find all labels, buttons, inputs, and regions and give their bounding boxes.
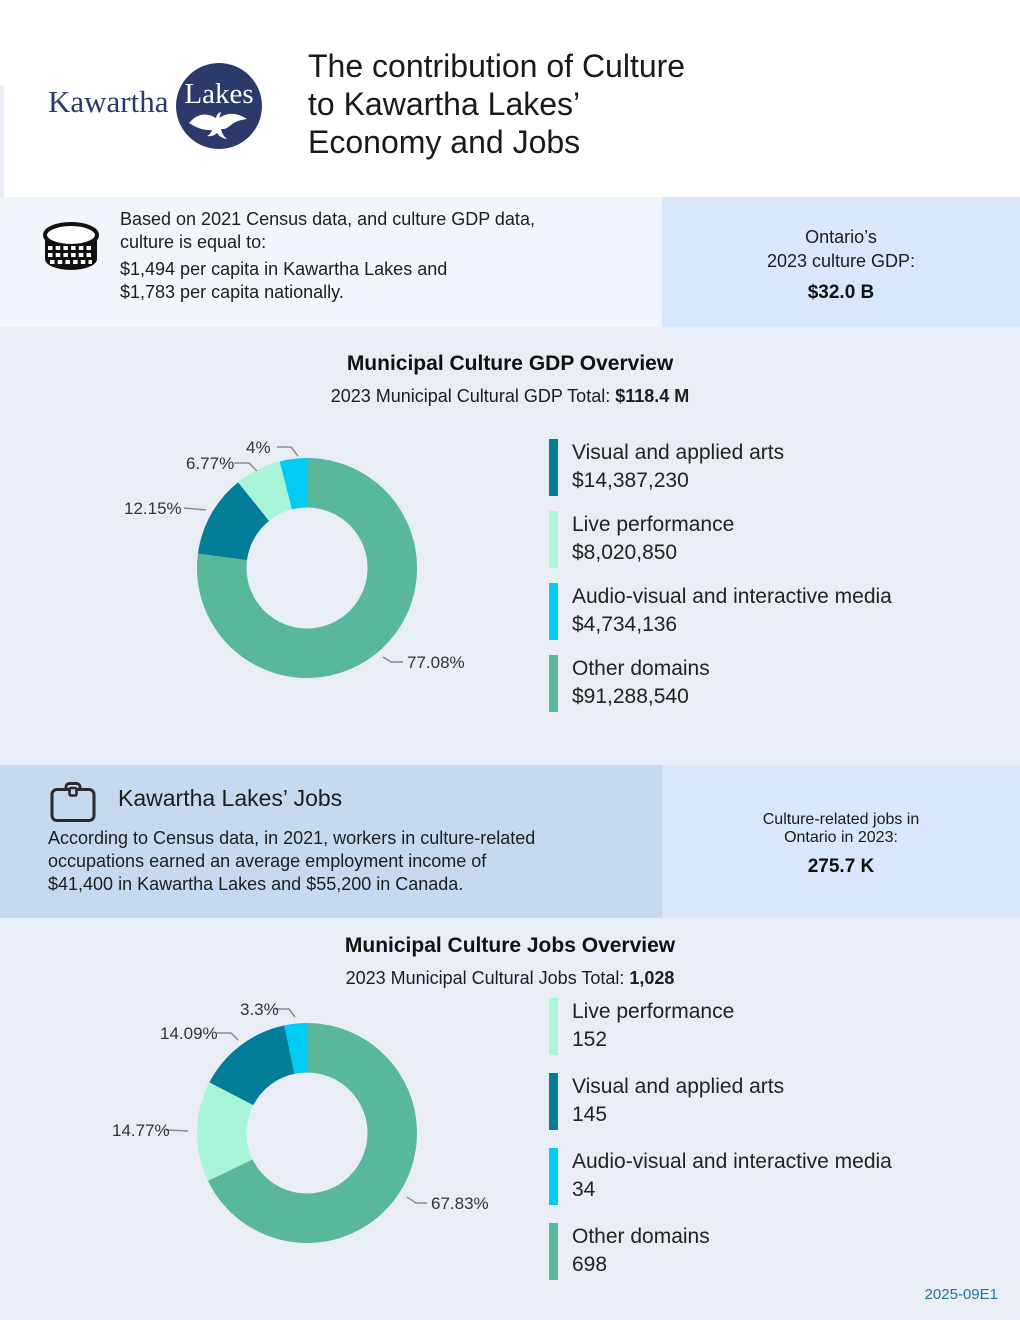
legend-item-audio-visual (549, 583, 1014, 640)
gdp-pct-live-performance: 6.77% (186, 454, 235, 473)
logo-wordmark: Kawartha (48, 84, 169, 119)
legend-swatch (549, 655, 558, 712)
legend-swatch (549, 1148, 558, 1205)
legend-swatch (549, 511, 558, 568)
coins-icon (42, 221, 100, 279)
gdp-intro-line-1: Based on 2021 Census data, and culture GDP data, (120, 209, 535, 229)
jobs-paragraph (48, 827, 535, 896)
legend-label: Other domains (572, 657, 710, 680)
jobs-subtitle-prefix: 2023 Municipal Cultural Jobs Total: (345, 968, 630, 988)
kawartha-lakes-logo (176, 63, 262, 149)
jobs-pct-other-domains: 67.83% (431, 1194, 489, 1213)
gdp-legend (549, 439, 1014, 712)
legend-item-visual-arts (549, 1073, 1014, 1130)
legend-item-audio-visual (549, 1148, 1014, 1205)
jobs-paragraph-line-1: According to Census data, in 2021, workers in culture-related (48, 828, 536, 848)
page-title-line-3: Economy and Jobs (308, 124, 581, 160)
ontario-gdp-value: $32.0 B (807, 282, 875, 303)
jobs-section-title: Municipal Culture Jobs Overview (344, 934, 676, 957)
page-title-line-1: The contribution of Culture (308, 48, 686, 84)
legend-value: $91,288,540 (572, 685, 689, 708)
gdp-section-title: Municipal Culture GDP Overview (346, 352, 674, 375)
document-code: 2025-09E1 (924, 1286, 998, 1303)
legend-value: $4,734,136 (572, 613, 678, 636)
gdp-percapita-line-2: $1,783 per capita nationally. (120, 282, 344, 302)
gdp-pct-visual-arts: 12.15% (124, 499, 182, 518)
legend-value: 34 (572, 1178, 596, 1201)
jobs-banner-left (0, 765, 662, 918)
ontario-jobs-banner (662, 765, 1020, 918)
legend-item-other-domains (549, 655, 1014, 712)
legend-item-other-domains (549, 1223, 1014, 1280)
legend-swatch (549, 1223, 558, 1280)
jobs-heading: Kawartha Lakes’ Jobs (118, 785, 343, 811)
jobs-pct-visual-arts: 14.09% (160, 1024, 218, 1043)
legend-value: 152 (572, 1028, 608, 1051)
gdp-section (0, 327, 1020, 765)
gdp-subtitle-prefix: 2023 Municipal Cultural GDP Total: (330, 386, 616, 406)
legend-label: Live performance (572, 1000, 735, 1023)
legend-item-live-performance (549, 511, 1014, 568)
page-edge-strip (0, 85, 4, 197)
legend-label: Live performance (572, 513, 735, 536)
jobs-paragraph-line-3: $41,400 in Kawartha Lakes and $55,200 in Canada. (48, 874, 464, 894)
gdp-banner-left (0, 197, 662, 327)
gdp-total-value: $118.4 M (615, 386, 690, 406)
legend-value: $8,020,850 (572, 541, 678, 564)
gdp-percapita-text (120, 258, 447, 304)
gdp-intro-line-2: culture is equal to: (120, 232, 267, 252)
ontario-gdp-banner (662, 197, 1020, 327)
jobs-leader-other (407, 1197, 427, 1203)
legend-swatch (549, 998, 558, 1055)
gdp-donut-chart (100, 430, 520, 730)
gdp-leader-visual (184, 508, 206, 510)
legend-swatch (549, 1073, 558, 1130)
briefcase-icon (50, 781, 96, 825)
gdp-section-subtitle (0, 386, 1020, 407)
gdp-leader-audio (277, 447, 298, 456)
jobs-total-value: 1,028 (629, 968, 675, 988)
jobs-donut-chart (80, 990, 520, 1290)
jobs-pct-audio-visual: 3.3% (240, 1000, 279, 1019)
eagle-icon (186, 107, 252, 145)
jobs-legend (549, 998, 1014, 1280)
legend-label: Audio-visual and interactive media (572, 1150, 892, 1173)
legend-value: 698 (572, 1253, 608, 1276)
gdp-pct-audio-visual: 4% (246, 438, 271, 457)
gdp-leader-live (234, 463, 257, 471)
legend-label: Visual and applied arts (572, 441, 785, 464)
ontario-jobs-label-line-2: Ontario in 2023: (784, 829, 898, 846)
jobs-paragraph-line-2: occupations earned an average employment income of (48, 851, 487, 871)
legend-item-visual-arts (549, 439, 1014, 496)
page-title-line-2: to Kawartha Lakes’ (308, 86, 581, 122)
jobs-pct-live-performance: 14.77% (112, 1121, 170, 1140)
legend-swatch (549, 583, 558, 640)
ontario-jobs-value: 275.7 K (807, 856, 875, 877)
ontario-jobs-label-line-1: Culture-related jobs in (762, 811, 920, 828)
page-title (308, 47, 685, 161)
logo-circle-label: Lakes (184, 78, 254, 110)
legend-value: 145 (572, 1103, 608, 1126)
ontario-gdp-label-line-1: Ontario’s (805, 227, 877, 247)
jobs-section (0, 918, 1020, 1320)
jobs-leader-visual (217, 1033, 238, 1040)
legend-swatch (549, 439, 558, 496)
gdp-pct-other-domains: 77.08% (407, 653, 465, 672)
legend-label: Other domains (572, 1225, 710, 1248)
gdp-leader-other (383, 657, 403, 662)
gdp-intro-text (120, 208, 535, 254)
gdp-percapita-line-1: $1,494 per capita in Kawartha Lakes and (120, 259, 448, 279)
ontario-gdp-label-line-2: 2023 culture GDP: (766, 251, 916, 271)
legend-label: Audio-visual and interactive media (572, 585, 892, 608)
legend-label: Visual and applied arts (572, 1075, 785, 1098)
gdp-donut-svg (100, 430, 520, 730)
legend-item-live-performance (549, 998, 1014, 1055)
legend-value: $14,387,230 (572, 469, 689, 492)
jobs-section-subtitle (0, 968, 1020, 989)
header (0, 0, 1020, 197)
